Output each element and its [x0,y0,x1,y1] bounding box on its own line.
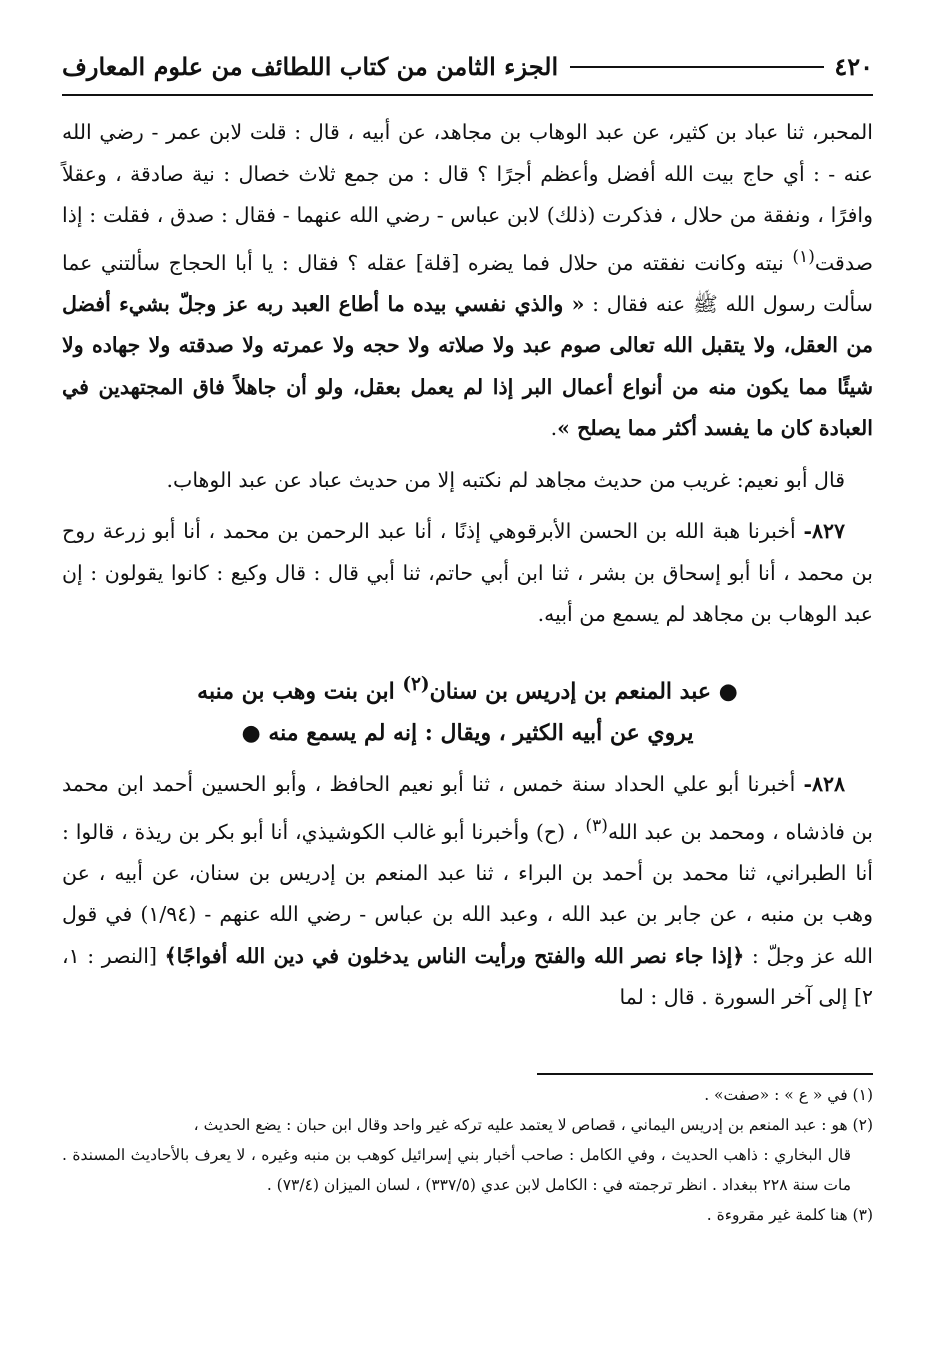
paragraph-827 [62,511,873,636]
footnote-ref-2: (٢) [402,673,430,695]
footnotes [62,1080,873,1230]
hadith-828-text-a: أخبرنا أبو علي الحداد سنة خمس ، ثنا أبو نعيم الحافظ ، وأبو الحسين أحمد ابن محمد بن فاذشاه ، ومحمد بن عبد الله [62,772,874,844]
hadith-number-827: ٨٢٧- [803,519,845,544]
hadith-narration: نيته وكانت نفقته من حلال فما يضره [قلة] عقله ؟ فقال : يا أبا الحجاج سألتني عما سألت رسول الله ﷺ عنه فقال : [62,250,873,316]
entry-subheading: يروي عن أبيه الكثير ، ويقال : إنه لم يسمع منه ● [241,720,694,747]
footnote-3: (٣) هنا كلمة غير مقروءة . [706,1206,873,1224]
quran-verse: ﴿إذا جاء نصر الله والفتح ورأيت الناس يدخلون في دين الله أفواجًا﴾ [164,943,745,968]
hadith-827-text: أخبرنا هبة الله بن الحسن الأبرقوهي إذنًا ، أنا عبد الرحمن بن محمد ، أنا أبو زرعة روح بن محمد ، أنا أبو إسحاق بن بشر ، ثنا ابن أبي حاتم، ثنا أبي قال : قال وكيع : كانوا يقولون : إن عبد الوهاب بن مجاهد لم يسمع من أبيه. [62,519,873,627]
header-divider [62,94,873,96]
footnote-2: (٢) هو : عبد المنعم بن إدريس اليماني ، قصاص لا يعتمد عليه تركه غير واحد وقال ابن حبان : يضع الحديث ، [193,1116,873,1134]
header-rule [570,66,824,68]
paragraph-828 [62,764,873,1019]
page-number: ٤٢٠ [834,52,873,81]
running-title: الجزء الثامن من كتاب اللطائف من علوم المعارف [62,52,559,81]
footnote-ref-1: (١) [792,246,815,267]
entry-heading-name: ● عبد المنعم بن إدريس بن سنان [429,678,738,705]
footnote-ref-3: (٣) [585,815,608,836]
hadith-number-828: ٨٢٨- [803,772,845,797]
hadith-828-text-b: ، (ح) وأخبرنا أبو غالب الكوشيذي، أنا أبو بكر بن ريذة ، قالوا : أنا الطبراني، ثنا محمد بن أحمد بن البراء ، ثنا عبد المنعم بن إدريس بن سنان، عن أبيه ، عن وهب بن منبه ، عن جابر بن عبد الله ، وعبد الله بن عباس - رضي الله عنهم - (١/٩٤) في قول الله عز وجلّ : [62,819,874,968]
footnote-divider [537,1073,873,1075]
paragraph-comment: قال أبو نعيم: غريب من حديث مجاهد لم نكتبه إلا من حديث عباد عن عبد الوهاب. [166,467,845,492]
footnote-1: (١) في « ع » : «صفت» . [704,1086,873,1104]
running-header [62,52,873,81]
entry-heading [62,664,873,712]
hadith-end: . [550,416,558,441]
hadith-matn: « والذي نفسي بيده ما أطاع العبد ربه عز وجلّ بشيء أفضل من العقل، ولا يتقبل الله تعالى صوم عبد ولا صلاته ولا حجه ولا عمرته ولا صدقته ولا جهاده ولا شيئًا مما يكون منه من أنواع أعمال البر إذا لم يعمل بعقل، ولو أن جاهلاً فاق المجتهدين في العبادة كان ما يفسد أكثر مما يصلح » [62,291,874,441]
main-text [62,112,873,1019]
footnote-2-continuation: قال البخاري : ذاهب الحديث ، وفي الكامل : صاحب أخبار بني إسرائيل كوهب بن منبه وغيره ، لا يعرف بالأحاديث المسندة . مات سنة ٢٢٨ ببغداد . انظر ترجمته في : الكامل لابن عدي (٣٣٧/٥) ، لسان الميزان (٧٣/٤) . [62,1146,851,1194]
paragraph-hadith [62,112,873,450]
entry-heading-lineage: ابن بنت وهب بن منبه [197,678,403,705]
hadith-isnad: المحبر، ثنا عباد بن كثير، عن عبد الوهاب بن مجاهد، عن أبيه ، قال : قلت لابن عمر - رضي الله عنه - : أي حاج بيت الله أفضل وأعظم أجرًا ؟ قال : من جمع ثلاث خصال : نية صادقة ، وعقلاً وافرًا ، ونفقة من حلال ، فذكرت (ذلك) لابن عباس - رضي الله عنهما - فقال : صدق ، فقلت : إذا صدقت [62,120,873,275]
hadith-828-text-c: [النصر : ١، ٢] إلى آخر السورة . قال : لما [62,943,873,1010]
